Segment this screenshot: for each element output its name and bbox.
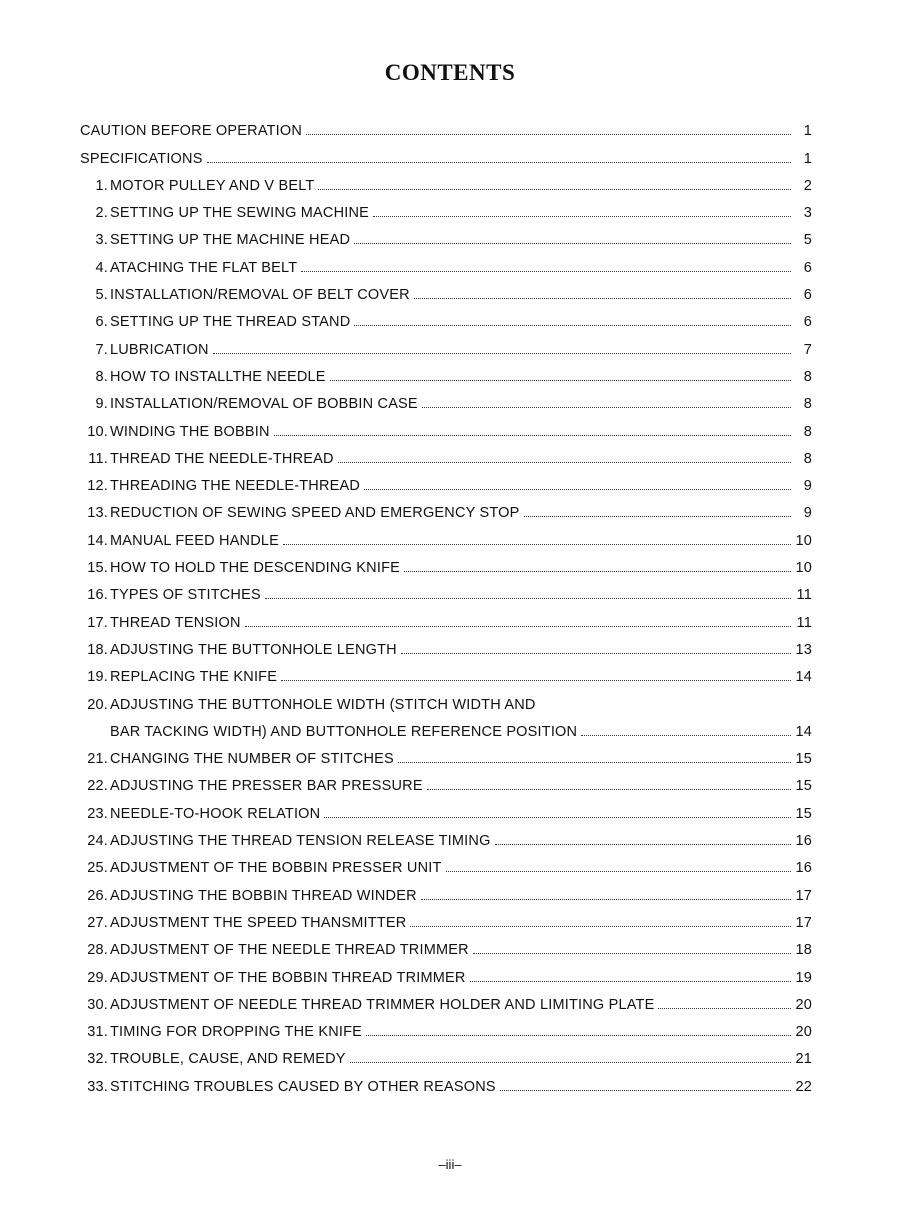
toc-entry — [80, 412, 812, 439]
toc-entry-number: 12. — [87, 478, 108, 495]
toc-entry-title: ADJUSTMENT OF THE NEEDLE THREAD TRIMMER — [110, 942, 469, 959]
dot-leader — [324, 817, 791, 818]
toc-entry-page: 11 — [796, 614, 812, 631]
toc-entry-title: NEEDLE-TO-HOOK RELATION — [110, 805, 321, 822]
dot-leader — [422, 407, 791, 408]
dot-leader — [658, 1008, 791, 1009]
toc-entry — [80, 194, 812, 221]
toc-entry-title: INSTALLATION/REMOVAL OF BOBBIN CASE — [110, 396, 418, 413]
toc-entry-title: BAR TACKING WIDTH) AND BUTTONHOLE REFERENCE POSITION — [110, 723, 578, 740]
toc-entry — [80, 767, 812, 794]
toc-entry — [80, 467, 812, 494]
toc-entry — [80, 358, 812, 385]
toc-entry — [80, 440, 812, 467]
toc-entry-title: TIMING FOR DROPPING THE KNIFE — [110, 1024, 363, 1041]
dot-leader — [398, 762, 791, 763]
toc-entry — [80, 658, 812, 685]
toc-entry — [80, 303, 812, 330]
toc-entry-number: 9. — [95, 396, 108, 413]
toc-entry — [80, 603, 812, 630]
toc-entry-title: ADJUSTING THE BOBBIN THREAD WINDER — [110, 887, 417, 904]
dot-leader — [446, 871, 791, 872]
dot-leader — [354, 325, 791, 326]
dot-leader — [401, 653, 791, 654]
toc-entry-number: 25. — [87, 860, 108, 877]
dot-leader — [421, 899, 791, 900]
toc-entry — [80, 986, 812, 1013]
toc-entry — [80, 521, 812, 548]
toc-entry-title: INSTALLATION/REMOVAL OF BELT COVER — [110, 287, 410, 304]
dot-leader — [364, 489, 791, 490]
toc-entry — [80, 494, 812, 521]
toc-entry-number: 13. — [87, 505, 108, 522]
toc-entry-number: 3. — [95, 232, 108, 249]
page-number: –iii– — [438, 1157, 462, 1172]
toc-entry-title: ADJUSTING THE BUTTONHOLE LENGTH — [110, 641, 397, 658]
toc-entry-page: 10 — [795, 560, 812, 577]
toc-entry-title: REPLACING THE KNIFE — [110, 669, 278, 686]
toc-entry-number: 16. — [87, 587, 108, 604]
dot-leader — [338, 462, 791, 463]
toc-entry — [80, 631, 812, 658]
toc-entry-title: TROUBLE, CAUSE, AND REMEDY — [110, 1051, 346, 1068]
toc-entry-title: WINDING THE BOBBIN — [110, 423, 270, 440]
toc-entry — [80, 221, 812, 248]
toc-entry-number: 10. — [87, 423, 108, 440]
toc-entry-title: SETTING UP THE SEWING MACHINE — [110, 205, 370, 222]
toc-entry-title: TYPES OF STITCHES — [110, 587, 261, 604]
toc-entry-page: 14 — [795, 669, 812, 686]
toc-entry-title: STITCHING TROUBLES CAUSED BY OTHER REASONS — [110, 1078, 496, 1095]
toc-entry-title: ADJUSTMENT THE SPEED THANSMITTER — [110, 914, 407, 931]
toc-entry-title: ADJUSTMENT OF THE BOBBIN THREAD TRIMMER — [110, 969, 466, 986]
toc-entry — [80, 822, 812, 849]
toc-entry-number: 17. — [87, 614, 108, 631]
toc-entry-page: 10 — [795, 532, 812, 549]
toc-entry-page: 6 — [803, 287, 812, 304]
toc-entry-page: 15 — [795, 778, 812, 795]
toc-entry-title: HOW TO HOLD THE DESCENDING KNIFE — [110, 560, 400, 577]
toc-entry-number: 18. — [87, 641, 108, 658]
dot-leader — [306, 134, 791, 135]
toc-entry-title: ATACHING THE FLAT BELT — [110, 259, 298, 276]
toc-entry — [80, 385, 812, 412]
toc-entry-title: CHANGING THE NUMBER OF STITCHES — [110, 751, 394, 768]
table-of-contents — [80, 112, 812, 1095]
toc-entry-title: MOTOR PULLEY AND V BELT — [110, 177, 315, 194]
toc-entry — [80, 876, 812, 903]
toc-entry-page: 20 — [795, 1024, 812, 1041]
dot-leader — [495, 844, 791, 845]
dot-leader — [213, 353, 791, 354]
toc-entry — [80, 931, 812, 958]
toc-entry-number: 1. — [95, 177, 108, 194]
dot-leader — [410, 926, 791, 927]
dot-leader — [274, 435, 791, 436]
toc-entry-number: 29. — [87, 969, 108, 986]
toc-entry-page: 11 — [796, 587, 812, 604]
toc-entry-page: 16 — [795, 860, 812, 877]
toc-entry-page: 17 — [795, 914, 812, 931]
toc-entry-page: 2 — [803, 177, 812, 194]
dot-leader — [414, 298, 791, 299]
toc-entry-page: 8 — [803, 368, 812, 385]
dot-leader — [404, 571, 791, 572]
toc-entry-page: 13 — [795, 641, 812, 658]
toc-entry-page: 7 — [803, 341, 812, 358]
toc-entry-number: 7. — [95, 341, 108, 358]
toc-entry — [80, 1040, 812, 1067]
toc-entry — [80, 849, 812, 876]
toc-entry-title: ADJUSTMENT OF THE BOBBIN PRESSER UNIT — [110, 860, 442, 877]
toc-entry-number: 15. — [87, 560, 108, 577]
toc-entry — [80, 685, 812, 712]
dot-leader — [373, 216, 791, 217]
toc-entry-number: 14. — [87, 532, 108, 549]
dot-leader — [281, 680, 791, 681]
toc-entry-number: 5. — [95, 287, 108, 304]
toc-entry-page: 8 — [803, 450, 812, 467]
toc-entry-title: LUBRICATION — [110, 341, 209, 358]
dot-leader — [318, 189, 791, 190]
toc-entry-page: 19 — [795, 969, 812, 986]
toc-entry-page: 1 — [803, 123, 812, 140]
dot-leader — [470, 981, 791, 982]
toc-entry-title: SETTING UP THE MACHINE HEAD — [110, 232, 351, 249]
toc-entry-page: 17 — [795, 887, 812, 904]
toc-entry-number: 21. — [87, 751, 108, 768]
toc-entry-page: 21 — [795, 1051, 812, 1068]
toc-entry-number: 8. — [95, 368, 108, 385]
toc-entry-page: 8 — [803, 396, 812, 413]
page-title: CONTENTS — [384, 60, 516, 85]
toc-entry — [80, 576, 812, 603]
toc-entry — [80, 713, 812, 740]
dot-leader — [581, 735, 791, 736]
toc-entry-title: ADJUSTING THE BUTTONHOLE WIDTH (STITCH WIDTH AND — [110, 696, 536, 713]
toc-entry-page: 15 — [795, 751, 812, 768]
toc-entry-number: 24. — [87, 833, 108, 850]
toc-entry-number: 6. — [95, 314, 108, 331]
dot-leader — [265, 598, 791, 599]
toc-entry-number: 23. — [87, 805, 108, 822]
toc-entry-title: ADJUSTING THE PRESSER BAR PRESSURE — [110, 778, 423, 795]
toc-entry-page: 20 — [795, 996, 812, 1013]
toc-entry-title: ADJUSTMENT OF NEEDLE THREAD TRIMMER HOLDER AND LIMITING PLATE — [110, 996, 655, 1013]
toc-entry-title: THREADING THE NEEDLE-THREAD — [110, 478, 361, 495]
dot-leader — [366, 1035, 791, 1036]
toc-entry-page: 16 — [795, 833, 812, 850]
toc-entry — [80, 904, 812, 931]
toc-entry-page: 8 — [803, 423, 812, 440]
toc-entry-page: 1 — [803, 150, 812, 167]
toc-entry — [80, 330, 812, 357]
toc-entry — [80, 139, 812, 166]
toc-entry-number: 28. — [87, 942, 108, 959]
toc-entry-page: 3 — [803, 205, 812, 222]
toc-entry-number: 26. — [87, 887, 108, 904]
toc-entry-page: 18 — [795, 942, 812, 959]
dot-leader — [330, 380, 791, 381]
toc-entry-page: 6 — [803, 259, 812, 276]
toc-entry-title: HOW TO INSTALLTHE NEEDLE — [110, 368, 326, 385]
toc-entry — [80, 248, 812, 275]
toc-entry-title: SETTING UP THE THREAD STAND — [110, 314, 351, 331]
dot-leader — [500, 1090, 791, 1091]
toc-entry-title: REDUCTION OF SEWING SPEED AND EMERGENCY STOP — [110, 505, 520, 522]
toc-entry — [80, 1013, 812, 1040]
toc-entry-number: 31. — [87, 1024, 108, 1041]
toc-entry-title: THREAD TENSION — [110, 614, 241, 631]
toc-entry-page: 5 — [803, 232, 812, 249]
toc-entry-title: THREAD THE NEEDLE-THREAD — [110, 450, 334, 467]
toc-entry-number: 20. — [87, 696, 108, 713]
dot-leader — [354, 243, 791, 244]
dot-leader — [524, 516, 792, 517]
toc-entry — [80, 549, 812, 576]
toc-entry-page: 14 — [795, 723, 812, 740]
toc-entry — [80, 794, 812, 821]
toc-entry-number: 33. — [87, 1078, 108, 1095]
toc-entry-title: CAUTION BEFORE OPERATION — [80, 123, 303, 140]
toc-entry-title: ADJUSTING THE THREAD TENSION RELEASE TIMING — [110, 833, 491, 850]
toc-entry-number: 22. — [87, 778, 108, 795]
toc-entry — [80, 276, 812, 303]
dot-leader — [427, 789, 791, 790]
toc-entry — [80, 167, 812, 194]
toc-entry — [80, 740, 812, 767]
toc-entry — [80, 1067, 812, 1094]
toc-entry-number: 2. — [95, 205, 108, 222]
toc-entry-number: 19. — [87, 669, 108, 686]
toc-entry — [80, 958, 812, 985]
toc-entry — [80, 112, 812, 139]
dot-leader — [473, 953, 791, 954]
toc-entry-number: 11. — [88, 450, 108, 467]
toc-entry-page: 22 — [795, 1078, 812, 1095]
toc-entry-page: 9 — [803, 505, 812, 522]
toc-entry-page: 15 — [795, 805, 812, 822]
toc-entry-number: 30. — [87, 996, 108, 1013]
dot-leader — [207, 162, 791, 163]
toc-entry-number: 32. — [87, 1051, 108, 1068]
dot-leader — [283, 544, 791, 545]
toc-entry-title: SPECIFICATIONS — [80, 150, 203, 167]
dot-leader — [301, 271, 791, 272]
toc-entry-number: 27. — [87, 914, 108, 931]
toc-entry-page: 6 — [803, 314, 812, 331]
dot-leader — [245, 626, 791, 627]
toc-entry-number: 4. — [95, 259, 108, 276]
toc-entry-title: MANUAL FEED HANDLE — [110, 532, 280, 549]
toc-entry-page: 9 — [803, 478, 812, 495]
dot-leader — [350, 1062, 791, 1063]
